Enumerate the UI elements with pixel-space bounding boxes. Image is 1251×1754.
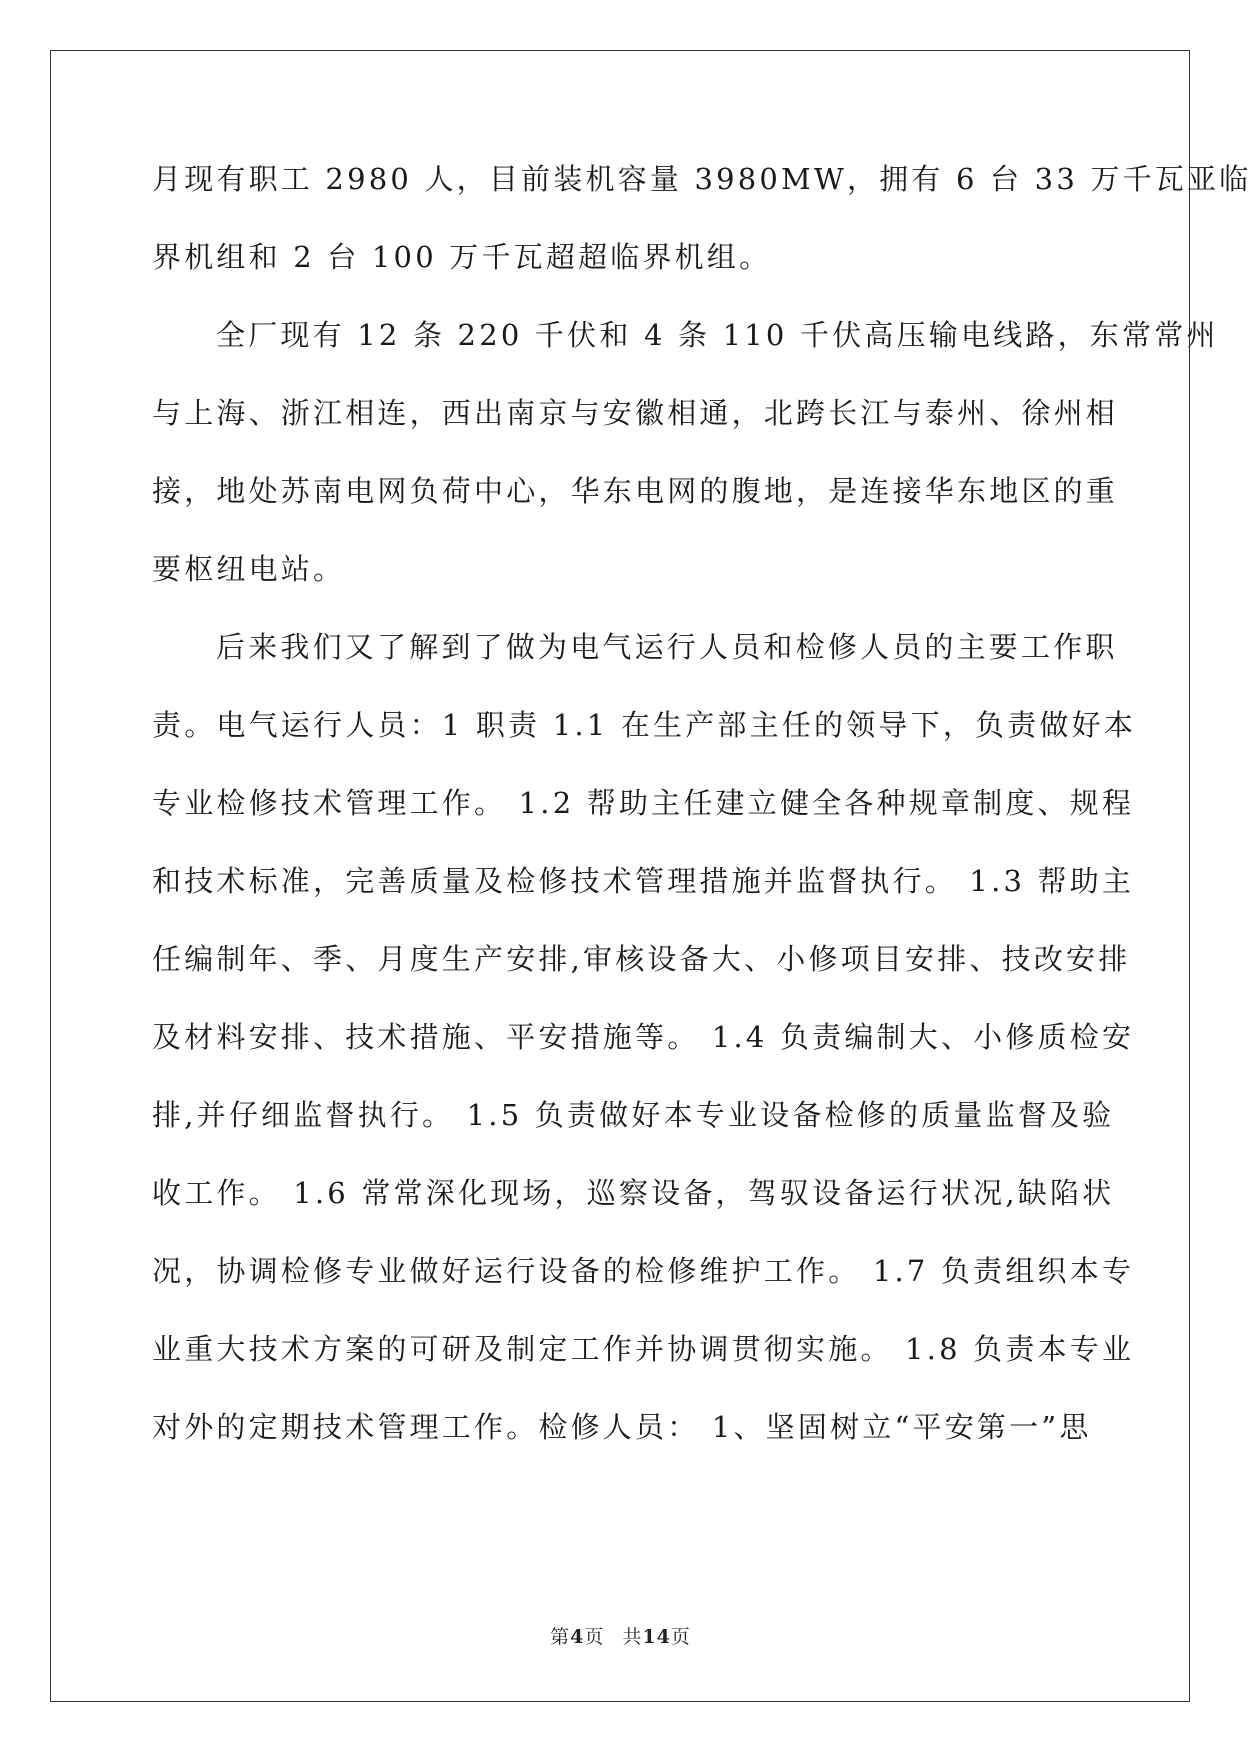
text-line: 责。电气运行人员：1 职责 1.1 在生产部主任的领导下，负责做好本 — [152, 708, 1137, 742]
document-body — [152, 160, 1251, 1486]
text-line: 与上海、浙江相连，西出南京与安徽相通，北跨长江与泰州、徐州相 — [152, 396, 1119, 430]
total-prefix: 共 — [622, 1626, 643, 1648]
page-current-number: 4 — [570, 1626, 585, 1648]
text-line: 专业检修技术管理工作。 1.2 帮助主任建立健全各种规章制度、规程 — [152, 786, 1135, 820]
text-line: 对外的定期技术管理工作。检修人员： 1、坚固树立“平安第一”思 — [152, 1410, 1092, 1444]
text-line: 接，地处苏南电网负荷中心，华东电网的腹地，是连接华东地区的重 — [152, 474, 1119, 508]
paragraph-first-line: 全厂现有 12 条 220 千伏和 4 条 110 千伏高压输电线路，东常常州 — [216, 318, 1219, 352]
total-suffix: 页 — [670, 1626, 691, 1648]
page-suffix: 页 — [584, 1626, 605, 1648]
text-line: 排,并仔细监督执行。 1.5 负责做好本专业设备检修的质量监督及验 — [152, 1098, 1115, 1132]
text-line: 任编制年、季、月度生产安排,审核设备大、小修项目安排、技改安排 — [152, 942, 1131, 976]
text-line: 和技术标准，完善质量及检修技术管理措施并监督执行。 1.3 帮助主 — [152, 864, 1135, 898]
text-line: 况，协调检修专业做好运行设备的检修维护工作。 1.7 负责组织本专 — [152, 1254, 1135, 1288]
page-total-number: 14 — [642, 1626, 671, 1648]
text-line: 要枢纽电站。 — [152, 552, 346, 586]
page-footer — [0, 1622, 1241, 1649]
text-line: 及材料安排、技术措施、平安措施等。 1.4 负责编制大、小修质检安 — [152, 1020, 1135, 1054]
paragraph-first-line: 后来我们又了解到了做为电气运行人员和检修人员的主要工作职 — [216, 630, 1118, 664]
page-prefix: 第 — [550, 1626, 571, 1648]
text-line: 业重大技术方案的可研及制定工作并协调贯彻实施。 1.8 负责本专业 — [152, 1332, 1135, 1366]
text-line: 月现有职工 2980 人，目前装机容量 3980MW，拥有 6 台 33 万千瓦亚临 — [152, 162, 1251, 196]
text-line: 收工作。 1.6 常常深化现场，巡察设备，驾驭设备运行状况,缺陷状 — [152, 1176, 1115, 1210]
text-line: 界机组和 2 台 100 万千瓦超超临界机组。 — [152, 240, 772, 274]
